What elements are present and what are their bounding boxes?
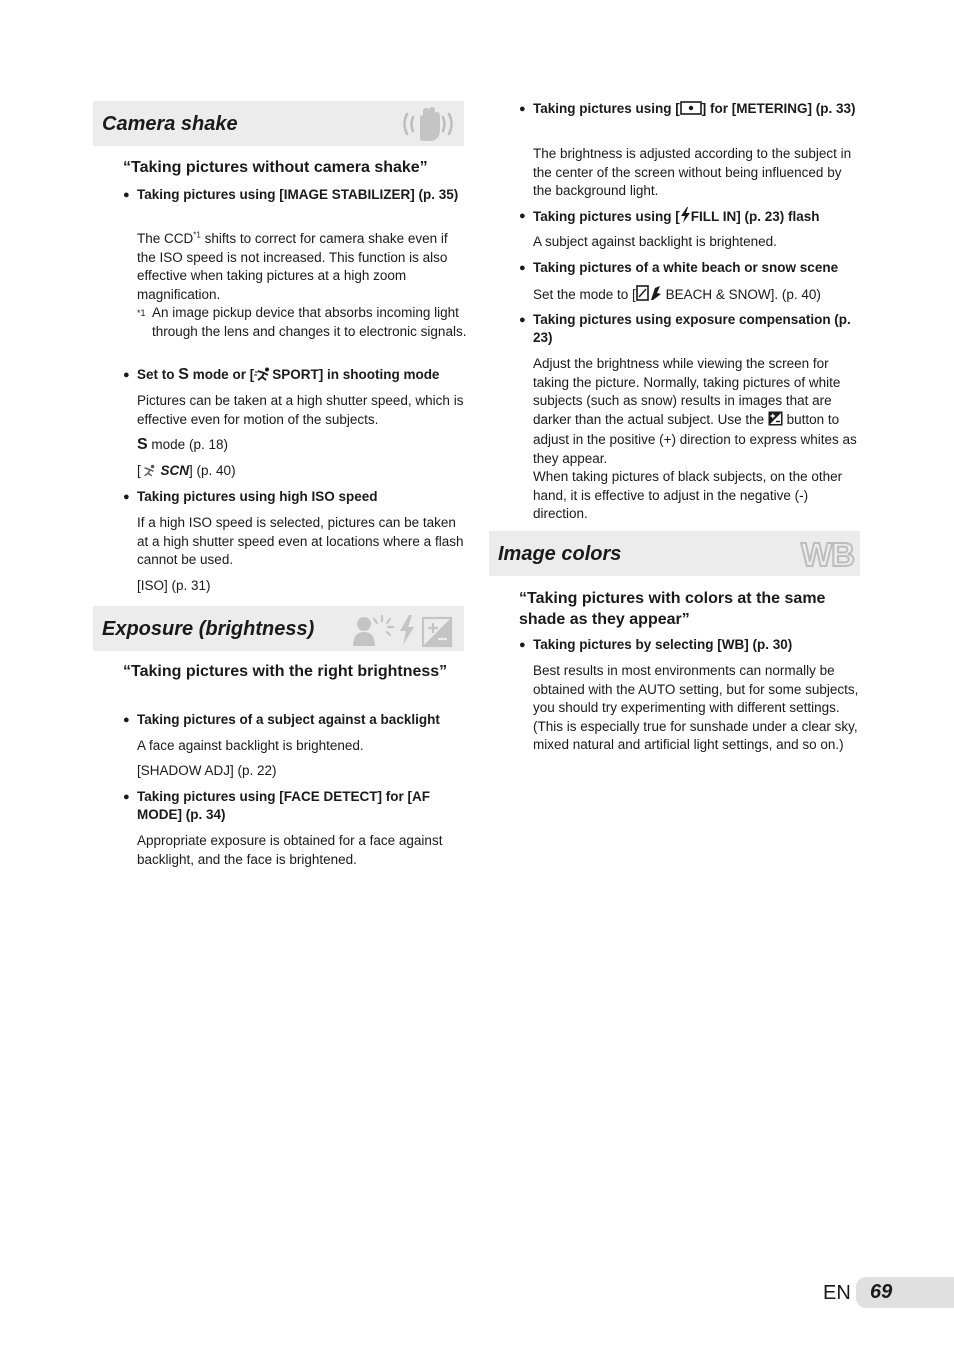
metering-paragraph: The brightness is adjusted according to the subject in the center of the screen without being influenced by the background light.	[533, 146, 852, 198]
bullet-icon: ●	[123, 491, 130, 503]
wb-paragraph: Best results in most environments can normally be obtained with the AUTO setting, but for some subjects, you should try experimenting with different settings. (This is especially true for sunshade under a clear sky, mixed natural and artificial light settings, and so on.)	[533, 663, 859, 752]
bullet-icon: ●	[123, 189, 130, 201]
image-colors-title: Image colors	[498, 543, 622, 565]
bullet-beach-snow: ● Taking pictures of a white beach or snow scene	[519, 260, 839, 275]
high-iso-paragraph: If a high ISO speed is selected, pictures can be taken at a high shutter speed even at locations where a flash cannot be used.	[137, 515, 464, 567]
exposure-header	[93, 606, 464, 651]
bullet-icon: ●	[519, 639, 526, 651]
camera-shake-header	[93, 101, 464, 146]
bullet-icon: ●	[519, 262, 526, 274]
s-mode-glyph: S	[178, 366, 189, 383]
spot-metering-icon	[680, 101, 702, 120]
sport-paragraph: Pictures can be taken at a high shutter speed, which is effective even for motion of the subjects.	[137, 393, 464, 427]
bullet-backlight: ● Taking pictures of a subject against a backlight	[123, 712, 440, 727]
page-language: EN	[823, 1282, 851, 1304]
iso-reference: [ISO] (p. 31)	[137, 578, 211, 593]
bullet-icon: ●	[519, 103, 526, 115]
image-colors-header	[489, 531, 860, 576]
bullet-wb: ● Taking pictures by selecting [WB] (p. 30)	[519, 637, 793, 652]
shadow-adj-reference: [SHADOW ADJ] (p. 22)	[137, 763, 277, 778]
backlight-paragraph: A face against backlight is brightened.	[137, 738, 364, 753]
exposure-compensation-paragraph: Adjust the brightness while viewing the screen for taking the picture. Normally, taking pictures of white subjects (such as snow) results in images that are darker than the actual subject. Use the button to adjust in the positive (+) direction to express whites as they appear. When taking pictures of black subjects, on the other hand, it is effective to adjust in the negative (-) direction.	[533, 356, 857, 521]
scn-glyph: SCN	[160, 463, 190, 478]
exposure-compensation-icon	[768, 411, 783, 432]
sport-icon	[254, 367, 272, 386]
bullet-metering: ● Taking pictures using [ ] for [METERING] (p. 33)	[519, 100, 864, 120]
beach-snow-icon	[636, 285, 662, 307]
scn-reference: [ SCN] (p. 40)	[137, 462, 467, 483]
page-number: 69	[870, 1281, 893, 1303]
bullet-icon: ●	[519, 210, 526, 222]
flash-icon	[680, 207, 691, 228]
wb-icon: WB	[801, 536, 854, 573]
sport-icon	[141, 464, 157, 483]
bullet-exposure-compensation: ● Taking pictures using exposure compensation (p. 23)	[519, 312, 851, 345]
bullet-fill-in-flash: ● Taking pictures using [ FILL IN] (p. 23) flash	[519, 207, 864, 228]
s-mode-reference: S mode (p. 18)	[137, 436, 228, 453]
bullet-icon: ●	[519, 314, 526, 326]
beach-snow-paragraph: Set the mode to [ BEACH & SNOW]. (p. 40)	[533, 285, 863, 307]
bullet-icon: ●	[123, 714, 130, 726]
ccd-paragraph: The CCD$^{*1}$ shifts to correct for camera shake even if the ISO speed is not increased. This function is also effective when taking pictures at a high zoom magnification.	[137, 230, 448, 302]
bullet-high-iso: ● Taking pictures using high ISO speed	[123, 489, 378, 504]
bullet-image-stabilizer: ● Taking pictures using [IMAGE STABILIZER] (p. 35)	[123, 187, 459, 202]
exposure-icons	[350, 610, 458, 653]
exposure-subhead: “Taking pictures with the right brightness”	[123, 663, 448, 680]
bullet-sport-mode: ● Set to S mode or [ SPORT] in shooting mode	[123, 366, 468, 386]
bullet-icon: ●	[123, 369, 130, 381]
face-detect-paragraph: Appropriate exposure is obtained for a face against backlight, and the face is brightened.	[137, 833, 443, 867]
image-colors-subhead: “Taking pictures with colors at the same shade as they appear”	[519, 590, 826, 628]
camera-shake-title: Camera shake	[102, 113, 238, 135]
fill-in-paragraph: A subject against backlight is brightened.	[533, 234, 777, 249]
ccd-footnote: *1 An image pickup device that absorbs incoming light through the lens and changes it to electronic signals.	[137, 305, 467, 339]
bullet-icon: ●	[123, 791, 130, 803]
hand-shake-icon	[398, 104, 458, 149]
camera-shake-subhead: “Taking pictures without camera shake”	[123, 159, 428, 176]
exposure-title: Exposure (brightness)	[102, 618, 315, 640]
bullet-face-detect: ● Taking pictures using [FACE DETECT] for [AF MODE] (p. 34)	[123, 789, 431, 822]
